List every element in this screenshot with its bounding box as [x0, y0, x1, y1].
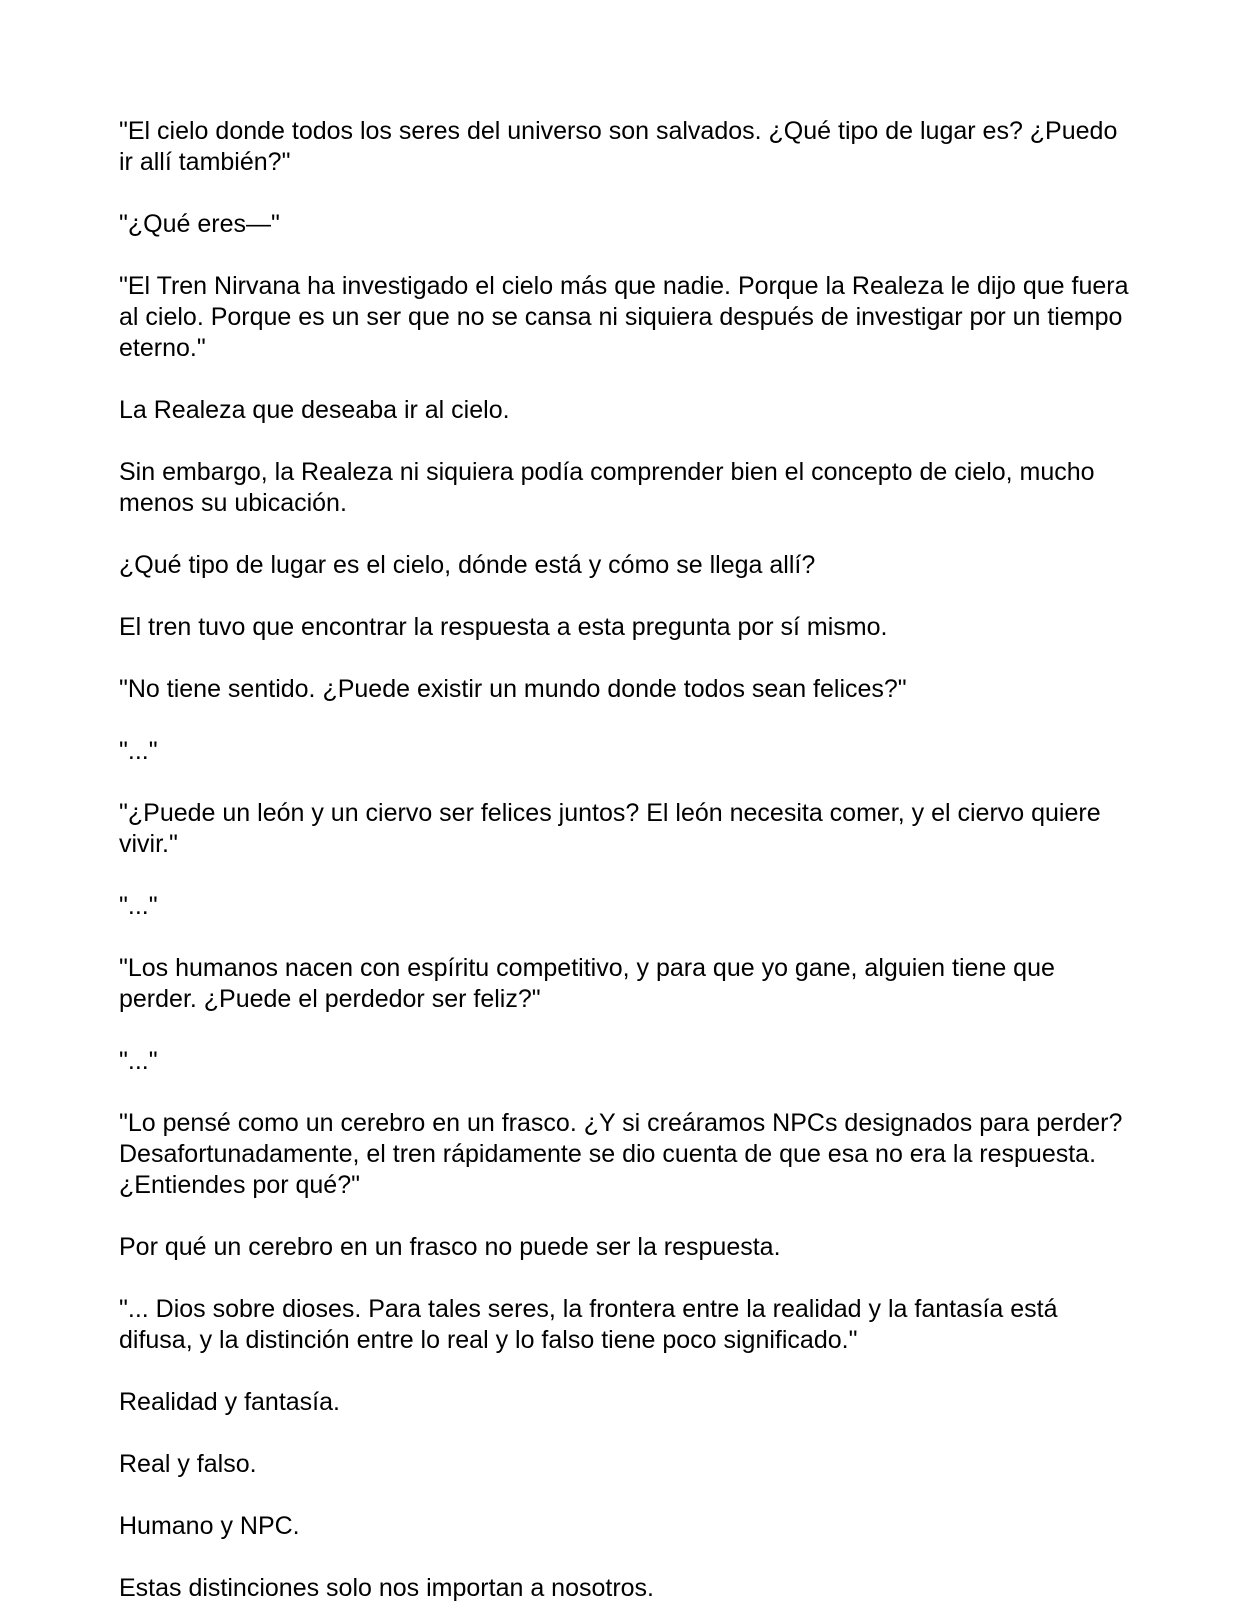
- paragraph: Humano y NPC.: [119, 1512, 300, 1540]
- paragraph: "...": [119, 1047, 158, 1075]
- paragraph: Por qué un cerebro en un frasco no puede ser la respuesta.: [119, 1233, 781, 1261]
- paragraph: "...": [119, 892, 158, 920]
- paragraph: "... Dios sobre dioses. Para tales seres, la frontera entre la realidad y la fantasía está difusa, y la distinción entre lo real y lo falso tiene poco significado.": [119, 1295, 1058, 1354]
- paragraph: "¿Qué eres—": [119, 210, 280, 238]
- paragraph: "El Tren Nirvana ha investigado el cielo más que nadie. Porque la Realeza le dijo que fuera al cielo. Porque es un ser que no se cansa ni siquiera después de investigar por un tiempo eterno.": [119, 272, 1129, 362]
- paragraph: "...": [119, 737, 158, 765]
- paragraph: La Realeza que deseaba ir al cielo.: [119, 396, 510, 424]
- paragraph: El tren tuvo que encontrar la respuesta a esta pregunta por sí mismo.: [119, 613, 888, 641]
- document-body: [119, 116, 1129, 1604]
- paragraph: "No tiene sentido. ¿Puede existir un mundo donde todos sean felices?": [119, 675, 907, 703]
- paragraph: "Lo pensé como un cerebro en un frasco. ¿Y si creáramos NPCs designados para perder? Desafortunadamente, el tren rápidamente se dio cuenta de que esa no era la respuesta. ¿Entiendes por qué?": [119, 1109, 1123, 1199]
- paragraph: "Los humanos nacen con espíritu competitivo, y para que yo gane, alguien tiene que perder. ¿Puede el perdedor ser feliz?": [119, 954, 1055, 1013]
- paragraph: Real y falso.: [119, 1450, 257, 1478]
- paragraph: Estas distinciones solo nos importan a nosotros.: [119, 1574, 654, 1602]
- paragraph: "El cielo donde todos los seres del universo son salvados. ¿Qué tipo de lugar es? ¿Puedo ir allí también?": [119, 117, 1118, 176]
- paragraph: Realidad y fantasía.: [119, 1388, 340, 1416]
- paragraph: ¿Qué tipo de lugar es el cielo, dónde está y cómo se llega allí?: [119, 551, 816, 579]
- paragraph: "¿Puede un león y un ciervo ser felices juntos? El león necesita comer, y el ciervo quiere vivir.": [119, 799, 1101, 858]
- paragraph: Sin embargo, la Realeza ni siquiera podía comprender bien el concepto de cielo, mucho menos su ubicación.: [119, 458, 1095, 517]
